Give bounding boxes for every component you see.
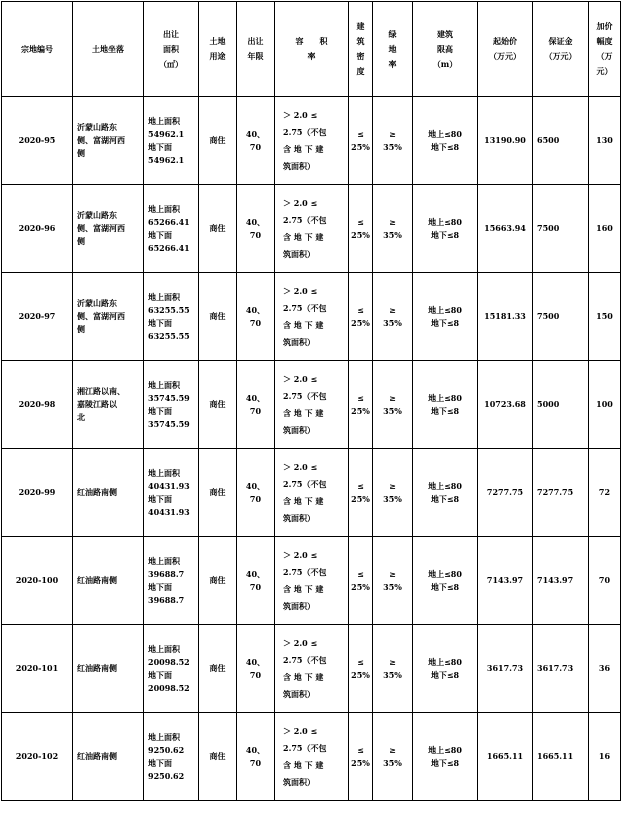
location-cell — [73, 97, 144, 185]
cell-line: 容 积 — [295, 36, 328, 46]
header-green — [373, 2, 413, 97]
cell-line: 40、 — [245, 656, 266, 667]
start-price-cell: 13190.90 — [478, 97, 533, 185]
cell-line: 35% — [383, 493, 402, 504]
start-price-cell: 10723.68 — [478, 361, 533, 449]
far-cell — [275, 185, 349, 273]
cell-line: 地上≤80 — [428, 392, 462, 403]
term-cell — [237, 625, 275, 713]
cell-line: 含 地 下 建 — [283, 407, 324, 418]
term-cell — [237, 537, 275, 625]
cell-line: 筑面积） — [283, 776, 315, 787]
location-cell — [73, 537, 144, 625]
cell-line: 35% — [383, 229, 402, 240]
height-cell — [413, 713, 478, 801]
cell-line: 54962.1 — [148, 154, 185, 165]
cell-line: 筑面积） — [283, 336, 315, 347]
cell-line: 地上≤80 — [428, 216, 462, 227]
use-cell: 商住 — [199, 537, 237, 625]
parcel-no-cell: 2020-98 — [2, 361, 73, 449]
cell-line: 40、 — [245, 568, 266, 579]
cell-line: 加价 — [596, 21, 613, 31]
cell-line: 地下面 — [148, 141, 172, 152]
term-cell — [237, 185, 275, 273]
header-parcel-no: 宗地编号 — [2, 2, 73, 97]
cell-line: 地下面 — [148, 493, 172, 504]
area-cell — [144, 625, 199, 713]
cell-line: 25% — [351, 757, 370, 768]
cell-line: 35% — [383, 581, 402, 592]
cell-line: 率 — [307, 51, 316, 61]
green-cell — [373, 449, 413, 537]
increment-cell: 150 — [589, 273, 621, 361]
start-price-cell: 7143.97 — [478, 537, 533, 625]
cell-line: 25% — [351, 493, 370, 504]
far-cell — [275, 537, 349, 625]
term-cell — [237, 449, 275, 537]
cell-line: 地下≤8 — [430, 141, 460, 152]
cell-line: 筑面积） — [283, 160, 315, 171]
header-deposit — [533, 2, 589, 97]
cell-line: 侧 — [77, 236, 85, 246]
header-far — [275, 2, 349, 97]
cell-line: 2.75（不包 — [283, 390, 327, 401]
cell-line: ≤ — [357, 304, 364, 315]
cell-line: 含 地 下 建 — [283, 319, 324, 330]
cell-line: 地上≤80 — [428, 656, 462, 667]
cell-line: 面积 — [163, 43, 179, 54]
cell-line: 63255.55 — [148, 304, 190, 315]
increment-cell: 36 — [589, 625, 621, 713]
cell-line: 40、 — [245, 304, 266, 315]
area-cell — [144, 97, 199, 185]
far-cell — [275, 449, 349, 537]
term-cell — [237, 97, 275, 185]
cell-line: 含 地 下 建 — [283, 143, 324, 154]
cell-line: 25% — [351, 229, 370, 240]
start-price-cell: 15181.33 — [478, 273, 533, 361]
cell-line: 40、 — [245, 392, 266, 403]
cell-line: 35% — [383, 757, 402, 768]
area-cell — [144, 361, 199, 449]
cell-line: 70 — [249, 141, 262, 152]
location-cell — [73, 449, 144, 537]
cell-line: 地上面积 — [148, 291, 180, 302]
cell-line: 地下面 — [148, 581, 172, 592]
header-use — [199, 2, 237, 97]
cell-line: 限高 — [437, 43, 453, 54]
cell-line: 70 — [249, 669, 262, 680]
header-row — [2, 2, 621, 97]
cell-line: ＞ 2.0 ≤ — [283, 637, 318, 648]
far-cell — [275, 97, 349, 185]
cell-line: 北 — [77, 412, 85, 422]
density-cell — [349, 185, 373, 273]
cell-line: 沂蒙山路东 — [77, 122, 117, 132]
green-cell — [373, 361, 413, 449]
cell-line: ≤ — [357, 568, 364, 579]
cell-line: 地下≤8 — [430, 757, 460, 768]
table-row — [2, 361, 621, 449]
deposit-cell: 7143.97 — [533, 537, 589, 625]
cell-line: 地上≤80 — [428, 128, 462, 139]
deposit-cell: 6500 — [533, 97, 589, 185]
density-cell — [349, 449, 373, 537]
term-cell — [237, 273, 275, 361]
cell-line: 40、 — [245, 216, 266, 227]
cell-line: 地下面 — [148, 669, 172, 680]
far-cell — [275, 361, 349, 449]
cell-line: ≥ — [389, 656, 396, 667]
start-price-cell: 3617.73 — [478, 625, 533, 713]
cell-line: 侧 — [77, 148, 85, 158]
cell-line: ≥ — [389, 392, 396, 403]
cell-line: 地下面 — [148, 405, 172, 416]
cell-line: 红油路南侧 — [77, 663, 117, 673]
cell-line: 含 地 下 建 — [283, 231, 324, 242]
parcel-no-cell: 2020-96 — [2, 185, 73, 273]
cell-line: 地下≤8 — [430, 669, 460, 680]
green-cell — [373, 97, 413, 185]
parcel-no-cell: 2020-100 — [2, 537, 73, 625]
cell-line: 39688.7 — [148, 568, 185, 579]
location-cell — [73, 625, 144, 713]
cell-line: ＞ 2.0 ≤ — [283, 549, 318, 560]
cell-line: 70 — [249, 229, 262, 240]
cell-line: （㎡） — [159, 58, 183, 69]
cell-line: 9250.62 — [148, 744, 185, 755]
cell-line: 40431.93 — [148, 506, 190, 517]
cell-line: 2.75（不包 — [283, 566, 327, 577]
cell-line: 35745.59 — [148, 418, 190, 429]
cell-line: 54962.1 — [148, 128, 185, 139]
cell-line: 地上≤80 — [428, 568, 462, 579]
cell-line: ≤ — [357, 216, 364, 227]
height-cell — [413, 449, 478, 537]
cell-line: ≥ — [389, 480, 396, 491]
header-height — [413, 2, 478, 97]
cell-line: 地下≤8 — [430, 581, 460, 592]
cell-line: 地上≤80 — [428, 304, 462, 315]
green-cell — [373, 185, 413, 273]
increment-cell: 70 — [589, 537, 621, 625]
cell-line: （m） — [432, 58, 458, 69]
cell-line: 沂蒙山路东 — [77, 298, 117, 308]
cell-line: 含 地 下 建 — [283, 495, 324, 506]
far-cell — [275, 273, 349, 361]
cell-line: 侧、富湖河西 — [77, 311, 125, 321]
cell-line: 35% — [383, 317, 402, 328]
cell-line: 地上面积 — [148, 379, 180, 390]
cell-line: 筑面积） — [283, 248, 315, 259]
deposit-cell: 5000 — [533, 361, 589, 449]
cell-line: 红油路南侧 — [77, 575, 117, 585]
cell-line: 20098.52 — [148, 656, 190, 667]
cell-line: 25% — [351, 669, 370, 680]
cell-line: 密 — [356, 51, 365, 61]
table-row — [2, 273, 621, 361]
cell-line: 率 — [388, 58, 397, 69]
cell-line: 度 — [356, 66, 365, 76]
cell-line: 35% — [383, 669, 402, 680]
green-cell — [373, 537, 413, 625]
cell-line: 地下≤8 — [430, 405, 460, 416]
use-cell: 商住 — [199, 713, 237, 801]
cell-line: 起始价 — [493, 36, 517, 46]
cell-line: 嘉陵江路以 — [77, 399, 117, 409]
header-term — [237, 2, 275, 97]
area-cell — [144, 449, 199, 537]
green-cell — [373, 713, 413, 801]
cell-line: 35745.59 — [148, 392, 190, 403]
cell-line: （万元） — [544, 51, 577, 61]
use-cell: 商住 — [199, 185, 237, 273]
use-cell: 商住 — [199, 449, 237, 537]
cell-line: ≤ — [357, 128, 364, 139]
cell-line: 地下≤8 — [430, 317, 460, 328]
cell-line: 2.75（不包 — [283, 126, 327, 137]
start-price-cell: 1665.11 — [478, 713, 533, 801]
area-cell — [144, 273, 199, 361]
green-cell — [373, 625, 413, 713]
location-cell — [73, 185, 144, 273]
parcel-no-cell: 2020-99 — [2, 449, 73, 537]
start-price-cell: 15663.94 — [478, 185, 533, 273]
table-row — [2, 537, 621, 625]
cell-line: 地下面 — [148, 229, 172, 240]
deposit-cell: 7500 — [533, 273, 589, 361]
cell-line: 地下面 — [148, 317, 172, 328]
location-cell — [73, 361, 144, 449]
cell-line: 25% — [351, 141, 370, 152]
use-cell: 商住 — [199, 625, 237, 713]
parcel-no-cell: 2020-97 — [2, 273, 73, 361]
cell-line: （万元） — [489, 51, 521, 61]
green-cell — [373, 273, 413, 361]
cell-line: 40、 — [245, 128, 266, 139]
increment-cell: 16 — [589, 713, 621, 801]
cell-line: ≤ — [357, 656, 364, 667]
cell-line: ≥ — [389, 216, 396, 227]
cell-line: 65266.41 — [148, 242, 190, 253]
cell-line: 25% — [351, 317, 370, 328]
density-cell — [349, 273, 373, 361]
cell-line: 35% — [383, 405, 402, 416]
parcel-no-cell: 2020-101 — [2, 625, 73, 713]
height-cell — [413, 625, 478, 713]
header-area — [144, 2, 199, 97]
far-cell — [275, 625, 349, 713]
cell-line: ≥ — [389, 128, 396, 139]
cell-line: 70 — [249, 405, 262, 416]
cell-line: 含 地 下 建 — [283, 759, 324, 770]
use-cell: 商住 — [199, 273, 237, 361]
cell-line: 65266.41 — [148, 216, 190, 227]
parcel-no-cell: 2020-95 — [2, 97, 73, 185]
cell-line: ＞ 2.0 ≤ — [283, 461, 318, 472]
use-cell: 商住 — [199, 97, 237, 185]
cell-line: 70 — [249, 581, 262, 592]
cell-line: 2.75（不包 — [283, 302, 327, 313]
header-increment — [589, 2, 621, 97]
use-cell: 商住 — [199, 361, 237, 449]
area-cell — [144, 537, 199, 625]
header-start-price — [478, 2, 533, 97]
cell-line: 筑 — [356, 36, 365, 46]
cell-line: 地上面积 — [148, 115, 180, 126]
increment-cell: 100 — [589, 361, 621, 449]
cell-line: 9250.62 — [148, 770, 185, 781]
cell-line: 含 地 下 建 — [283, 671, 324, 682]
table-row — [2, 185, 621, 273]
header-location: 土地坐落 — [73, 2, 144, 97]
cell-line: 出让 — [247, 36, 264, 46]
cell-line: 建 — [356, 21, 365, 31]
height-cell — [413, 273, 478, 361]
cell-line: 25% — [351, 581, 370, 592]
cell-line: 侧、富湖河西 — [77, 135, 125, 145]
increment-cell: 160 — [589, 185, 621, 273]
cell-line: 出让 — [163, 28, 179, 39]
cell-line: （万 — [596, 51, 613, 61]
cell-line: 地 — [388, 43, 397, 54]
far-cell — [275, 713, 349, 801]
cell-line: 20098.52 — [148, 682, 190, 693]
location-cell — [73, 273, 144, 361]
start-price-cell: 7277.75 — [478, 449, 533, 537]
cell-line: 土地 — [209, 36, 226, 46]
cell-line: 63255.55 — [148, 330, 190, 341]
cell-line: 地下面 — [148, 757, 172, 768]
cell-line: 25% — [351, 405, 370, 416]
cell-line: 70 — [249, 757, 262, 768]
cell-line: 40431.93 — [148, 480, 190, 491]
cell-line: 筑面积） — [283, 688, 315, 699]
increment-cell: 130 — [589, 97, 621, 185]
height-cell — [413, 185, 478, 273]
cell-line: 地下≤8 — [430, 493, 460, 504]
cell-line: 2.75（不包 — [283, 478, 327, 489]
cell-line: 筑面积） — [283, 600, 315, 611]
density-cell — [349, 97, 373, 185]
density-cell — [349, 713, 373, 801]
cell-line: 年限 — [247, 51, 264, 61]
cell-line: 地上面积 — [148, 555, 180, 566]
cell-line: 地上≤80 — [428, 480, 462, 491]
cell-line: 红油路南侧 — [77, 487, 117, 497]
cell-line: 35% — [383, 141, 402, 152]
deposit-cell: 7277.75 — [533, 449, 589, 537]
deposit-cell: 3617.73 — [533, 625, 589, 713]
density-cell — [349, 537, 373, 625]
cell-line: ≤ — [357, 480, 364, 491]
cell-line: 沂蒙山路东 — [77, 210, 117, 220]
cell-line: 筑面积） — [283, 424, 315, 435]
cell-line: 2.75（不包 — [283, 654, 327, 665]
area-cell — [144, 185, 199, 273]
term-cell — [237, 361, 275, 449]
area-cell — [144, 713, 199, 801]
parcel-no-cell: 2020-102 — [2, 713, 73, 801]
height-cell — [413, 537, 478, 625]
cell-line: ＞ 2.0 ≤ — [283, 373, 318, 384]
cell-line: ≤ — [357, 392, 364, 403]
cell-line: ≤ — [357, 744, 364, 755]
cell-line: ＞ 2.0 ≤ — [283, 285, 318, 296]
increment-cell: 72 — [589, 449, 621, 537]
height-cell — [413, 97, 478, 185]
cell-line: 绿 — [388, 28, 397, 39]
cell-line: 40、 — [245, 480, 266, 491]
cell-line: 地上面积 — [148, 467, 180, 478]
cell-line: 2.75（不包 — [283, 742, 327, 753]
cell-line: 39688.7 — [148, 594, 185, 605]
cell-line: 地上面积 — [148, 203, 180, 214]
cell-line: 2.75（不包 — [283, 214, 327, 225]
cell-line: 建筑 — [437, 28, 453, 39]
cell-line: 地上≤80 — [428, 744, 462, 755]
location-cell — [73, 713, 144, 801]
density-cell — [349, 361, 373, 449]
cell-line: 含 地 下 建 — [283, 583, 324, 594]
cell-line: 用途 — [209, 51, 226, 61]
cell-line: ＞ 2.0 ≤ — [283, 109, 318, 120]
cell-line: 保证金 — [548, 36, 573, 46]
cell-line: ＞ 2.0 ≤ — [283, 725, 318, 736]
density-cell — [349, 625, 373, 713]
cell-line: 元） — [596, 66, 613, 76]
cell-line: ≥ — [389, 744, 396, 755]
table-row — [2, 713, 621, 801]
cell-line: 红油路南侧 — [77, 751, 117, 761]
cell-line: 地上面积 — [148, 643, 180, 654]
cell-line: 40、 — [245, 744, 266, 755]
header-density — [349, 2, 373, 97]
cell-line: 地下≤8 — [430, 229, 460, 240]
cell-line: 地上面积 — [148, 731, 180, 742]
cell-line: 筑面积） — [283, 512, 315, 523]
cell-line: 湘江路以南、 — [77, 386, 125, 396]
cell-line: ≥ — [389, 304, 396, 315]
cell-line: ＞ 2.0 ≤ — [283, 197, 318, 208]
cell-line: 幅度 — [596, 36, 613, 46]
cell-line: 侧 — [77, 324, 85, 334]
table-row — [2, 625, 621, 713]
table-row — [2, 449, 621, 537]
cell-line: 70 — [249, 317, 262, 328]
cell-line: ≥ — [389, 568, 396, 579]
cell-line: 70 — [249, 493, 262, 504]
deposit-cell: 7500 — [533, 185, 589, 273]
deposit-cell: 1665.11 — [533, 713, 589, 801]
cell-line: 侧、富湖河西 — [77, 223, 125, 233]
term-cell — [237, 713, 275, 801]
land-parcel-table — [1, 1, 621, 801]
height-cell — [413, 361, 478, 449]
table-row — [2, 97, 621, 185]
